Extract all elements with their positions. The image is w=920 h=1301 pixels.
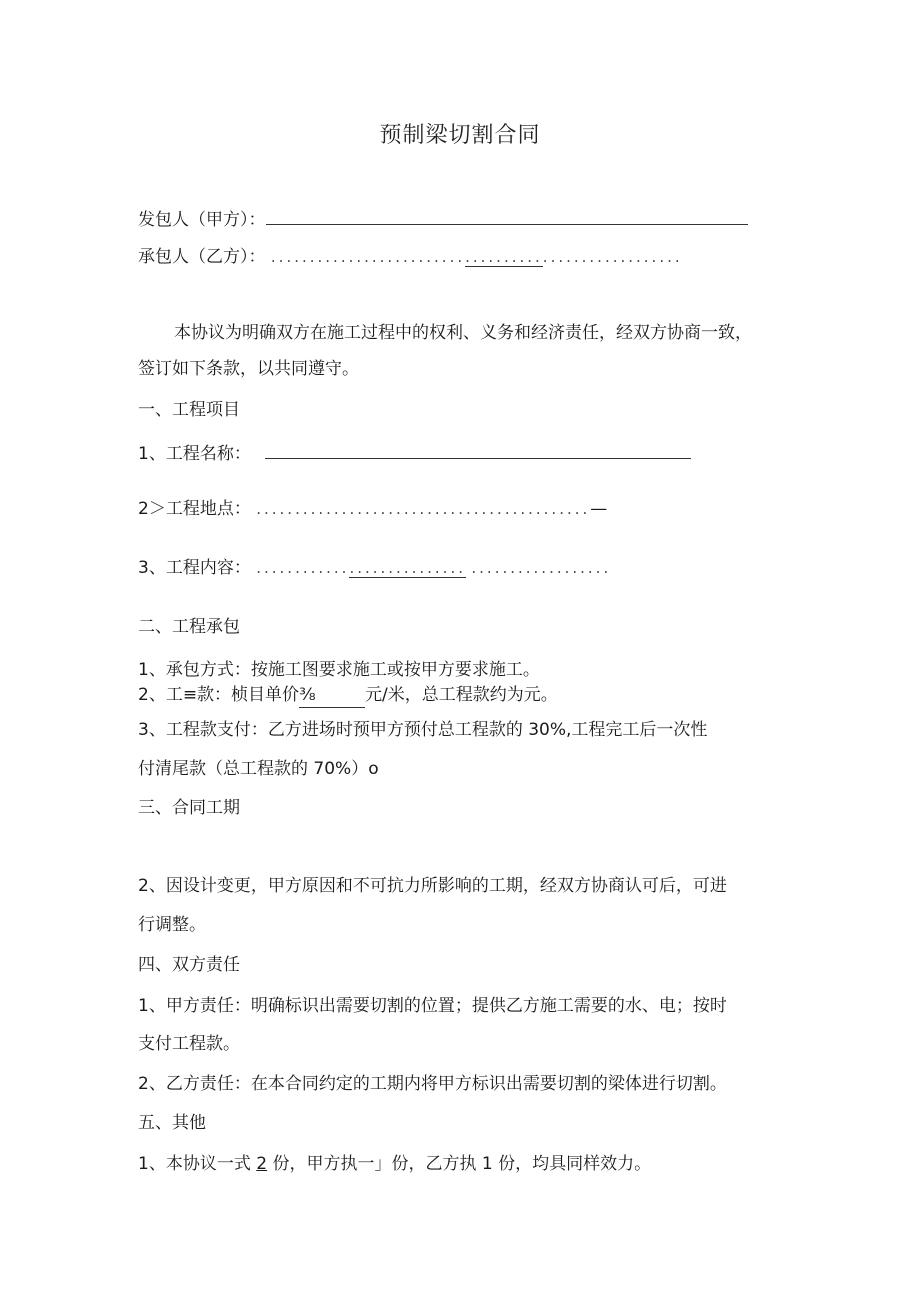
section-2-heading: 二、工程承包 — [138, 617, 240, 637]
project-location-dots: ........................................... — [256, 500, 591, 518]
contract-method: 1、承包方式：按施工图要求施工或按甲方要求施工。 — [138, 660, 540, 680]
project-location-tail: — — [590, 499, 608, 519]
party-a-blank — [266, 206, 748, 225]
unit-price-value: ⅜ — [299, 685, 316, 705]
party-b-label: 承包人（乙方）： — [138, 247, 266, 267]
payment-line-1: 3、工程款支付：乙方进场时预甲方预付总工程款的 30%,工程完工后一次性 — [138, 720, 708, 740]
project-location-label: 2＞工程地点： — [138, 499, 251, 519]
project-content-line — [138, 556, 611, 580]
section-1-heading: 一、工程项目 — [138, 400, 240, 420]
payment-line-2: 付清尾款（总工程款的 70%）o — [138, 759, 379, 779]
project-location-line — [138, 497, 607, 521]
project-content-dots-2: .................. — [471, 559, 612, 577]
party-b-blank-underlined: .......... — [465, 248, 543, 266]
party-a-label: 发包人（甲方）： — [138, 210, 266, 230]
document-title: 预制梁切割合同 — [379, 123, 541, 148]
party-b-blank-dots-2: .................. — [542, 248, 683, 266]
copies-count: 2 — [256, 1154, 268, 1174]
party-a-duty-line-2: 支付工程款。 — [138, 1034, 240, 1054]
section-4-heading: 四、双方责任 — [138, 955, 240, 975]
party-b-duty: 2、乙方责任：在本合同约定的工期内将甲方标识出需要切割的梁体进行切割。 — [138, 1074, 727, 1094]
unit-price-blank — [299, 683, 365, 708]
project-price-line — [138, 683, 558, 708]
copies-line — [138, 1152, 651, 1176]
section-5-heading: 五、其他 — [138, 1113, 206, 1133]
party-a-line — [138, 206, 748, 232]
project-content-underlined: ............... — [349, 559, 466, 577]
project-name-blank — [265, 440, 691, 459]
schedule-change-line-2: 行调整。 — [138, 915, 206, 935]
project-content-dots-1: ............ — [256, 559, 350, 577]
project-price-prefix: 2、工≡款：桢目单价 — [138, 685, 300, 705]
party-a-duty-line-1: 1、甲方责任：明确标识出需要切割的位置；提供乙方施工需要的水、电；按时 — [138, 996, 727, 1016]
party-b-blank-dots-1: ......................... — [270, 248, 466, 266]
project-name-label: 1、工程名称： — [138, 444, 251, 464]
project-content-label: 3、工程内容： — [138, 558, 251, 578]
copies-prefix: 1、本协议一式 — [138, 1154, 257, 1174]
project-price-suffix: 元/米，总工程款约为元。 — [365, 685, 558, 705]
project-name-line — [138, 440, 691, 466]
intro-line-2: 签订如下条款，以共同遵守。 — [138, 359, 359, 379]
copies-rest: 份，甲方执一」份，乙方执 1 份，均具同样效力。 — [267, 1154, 652, 1174]
intro-line-1: 本协议为明确双方在施工过程中的权利、义务和经济责任，经双方协商一致， — [174, 323, 752, 343]
section-3-heading: 三、合同工期 — [138, 798, 240, 818]
party-b-line — [138, 245, 683, 269]
schedule-change-line-1: 2、因设计变更，甲方原因和不可抗力所影响的工期，经双方协商认可后，可进 — [138, 876, 727, 896]
